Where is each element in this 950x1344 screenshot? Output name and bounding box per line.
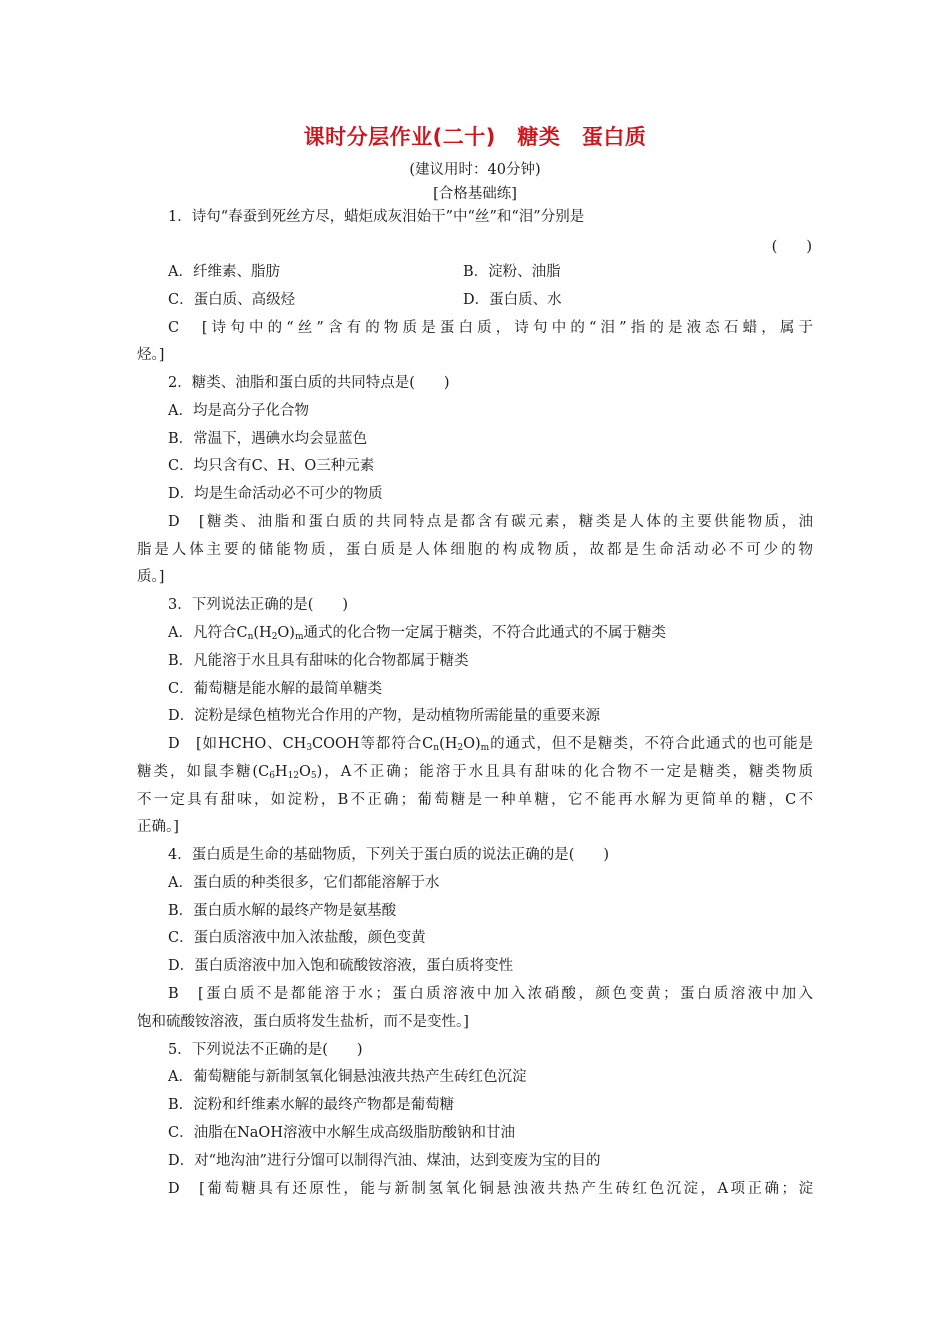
q4-option-b: B．蛋白质水解的最终产物是氨基酸 xyxy=(168,903,397,919)
q3-option-c: C．葡萄糖是能水解的最简单糖类 xyxy=(168,681,383,697)
q3-explanation-line1: D [如HCHO、$CH_3COOH$等都符合$C_n(H_2O)_m$的通式，但不是糖类，不符合此通式的也可能是 xyxy=(168,736,814,753)
time-note: (建议用时：40分钟) xyxy=(409,162,541,178)
q3-stem: 3．下列说法正确的是( ) xyxy=(168,597,349,613)
q4-explanation-line2: 饱和硫酸铵溶液，蛋白质将发生盐析，而不是变性。] xyxy=(137,1014,469,1030)
q5-option-b: B．淀粉和纤维素水解的最终产物都是葡萄糖 xyxy=(168,1097,455,1113)
q2-option-a: A．均是高分子化合物 xyxy=(168,403,309,419)
q3-explanation-line2: 糖类，如鼠李糖$(C_6H_{12}O_5)$，A不正确；能溶于水且具有甜味的化合物不一定是糖类，糖类物质 xyxy=(137,764,813,781)
q2-explanation-line1: D [糖类、油脂和蛋白质的共同特点是都含有碳元素，糖类是人体的主要供能物质，油 xyxy=(168,514,813,530)
q5-option-c: C．油脂在NaOH溶液中水解生成高级脂肪酸钠和甘油 xyxy=(168,1125,515,1141)
q2-explanation-line3: 质。] xyxy=(137,569,165,585)
q5-option-a: A．葡萄糖能与新制氢氧化铜悬浊液共热产生砖红色沉淀 xyxy=(168,1069,527,1085)
q4-stem: 4．蛋白质是生命的基础物质，下列关于蛋白质的说法正确的是( ) xyxy=(168,847,610,863)
q1-option-c: C．蛋白质、高级烃 xyxy=(168,292,296,308)
q4-option-a: A．蛋白质的种类很多，它们都能溶解于水 xyxy=(168,875,440,891)
q1-option-a: A．纤维素、脂肪 xyxy=(168,264,280,280)
q3-option-a: A．凡符合$C_n(H_2O)_m$通式的化合物一定属于糖类，不符合此通式的不属于糖类 xyxy=(168,625,667,642)
q4-explanation-line1: B [蛋白质不是都能溶于水；蛋白质溶液中加入浓硝酸，颜色变黄；蛋白质溶液中加入 xyxy=(168,986,813,1002)
q2-option-b: B．常温下，遇碘水均会显蓝色 xyxy=(168,431,368,447)
q1-stem: 1．诗句“春蚕到死丝方尽，蜡炬成灰泪始干”中“丝”和“泪”分别是 xyxy=(168,209,585,225)
page-title: 课时分层作业(二十) 糖类 蛋白质 xyxy=(303,125,647,149)
q2-stem: 2．糖类、油脂和蛋白质的共同特点是( ) xyxy=(168,375,450,391)
q1-explanation-line2: 烃。] xyxy=(137,347,165,363)
q1-option-b: B．淀粉、油脂 xyxy=(463,264,561,280)
q1-answer-paren: ( ) xyxy=(771,239,812,255)
q5-stem: 5．下列说法不正确的是( ) xyxy=(168,1042,363,1058)
q4-option-c: C．蛋白质溶液中加入浓盐酸，颜色变黄 xyxy=(168,930,426,946)
q2-option-c: C．均只含有C、H、O三种元素 xyxy=(168,458,375,474)
section-heading: [合格基础练] xyxy=(433,186,517,202)
q2-option-d: D．均是生命活动必不可少的物质 xyxy=(168,486,383,502)
q2-explanation-line2: 脂是人体主要的储能物质，蛋白质是人体细胞的构成物质，故都是生命活动必不可少的物 xyxy=(137,542,813,558)
q1-option-d: D．蛋白质、水 xyxy=(463,292,562,308)
q1-explanation-line1: C [诗句中的“丝”含有的物质是蛋白质，诗句中的“泪”指的是液态石蜡，属于 xyxy=(168,320,813,336)
q4-option-d: D．蛋白质溶液中加入饱和硫酸铵溶液，蛋白质将变性 xyxy=(168,958,514,974)
q3-option-b: B．凡能溶于水且具有甜味的化合物都属于糖类 xyxy=(168,653,469,669)
q3-explanation-line4: 正确。] xyxy=(137,819,179,835)
q3-explanation-line3: 不一定具有甜味，如淀粉，B不正确；葡萄糖是一种单糖，它不能再水解为更简单的糖，C不 xyxy=(137,792,813,808)
q5-explanation-line1: D [葡萄糖具有还原性，能与新制氢氧化铜悬浊液共热产生砖红色沉淀，A项正确；淀 xyxy=(168,1181,813,1197)
q3-option-d: D．淀粉是绿色植物光合作用的产物，是动植物所需能量的重要来源 xyxy=(168,708,601,724)
q5-option-d: D．对“地沟油”进行分馏可以制得汽油、煤油，达到变废为宝的目的 xyxy=(168,1153,601,1169)
